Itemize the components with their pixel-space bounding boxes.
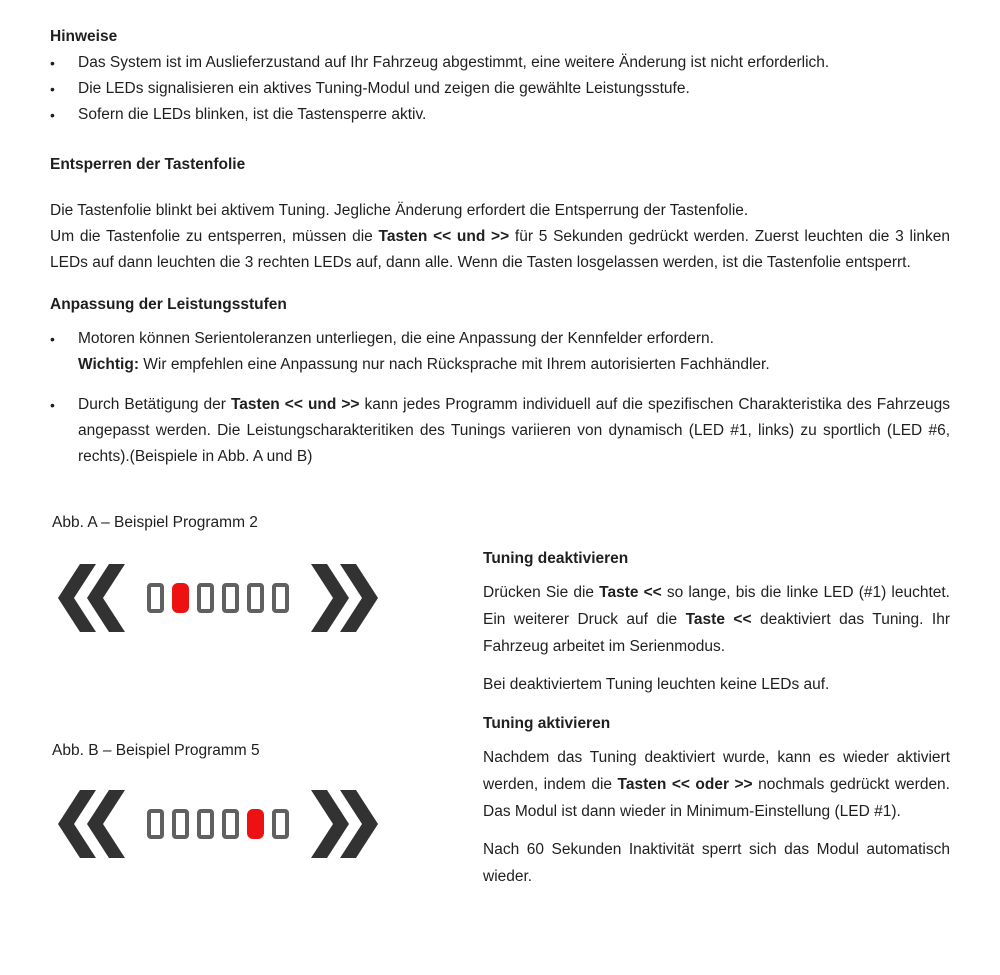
bullet-text: Das System ist im Auslieferzustand auf Ihr Fahrzeug abgestimmt, eine weitere Änderung ist nicht erforderlich. bbox=[78, 54, 830, 71]
instructions-column bbox=[483, 510, 950, 890]
text-segment: nochmals gedrückt werden. Das Modul ist dann wieder in Minimum-Einstellung (LED #1). bbox=[483, 776, 950, 820]
bullet-icon: • bbox=[50, 55, 55, 71]
paragraph: Die Tastenfolie blinkt bei aktivem Tuning. Jegliche Änderung erfordert die Entsperrung der Tastenfolie. bbox=[50, 202, 749, 219]
bold-text-segment: Tasten << oder >> bbox=[617, 776, 753, 793]
text-segment: deaktiviert das Tuning. Ihr Fahrzeug arbeitet im Serienmodus. bbox=[483, 611, 950, 655]
chevron-left-icon bbox=[58, 790, 125, 858]
figures-column bbox=[50, 510, 483, 890]
bullet-icon: • bbox=[50, 107, 55, 123]
bold-text-segment: Taste << bbox=[685, 611, 752, 628]
bold-text-segment: Taste << bbox=[599, 584, 662, 601]
bullet-icon: • bbox=[50, 397, 55, 413]
list-item bbox=[50, 392, 950, 470]
list-item bbox=[50, 102, 950, 128]
led-inactive bbox=[197, 583, 214, 613]
figure-a-label: Abb. A – Beispiel Programm 2 bbox=[52, 514, 258, 531]
led-inactive bbox=[247, 583, 264, 613]
text-segment: Durch Betätigung der bbox=[78, 396, 231, 413]
text-segment: Wir empfehlen eine Anpassung nur nach Rücksprache mit Ihrem autorisierten Fachhändler. bbox=[139, 356, 770, 373]
text-segment: Um die Tastenfolie zu entsperren, müssen die bbox=[50, 228, 379, 245]
hinweise-heading: Hinweise bbox=[50, 28, 118, 45]
chevron-right-icon bbox=[311, 564, 378, 632]
list-item bbox=[50, 326, 950, 352]
bold-text-segment: Tasten << und >> bbox=[378, 228, 510, 245]
bold-text-segment: Wichtig: bbox=[78, 356, 139, 373]
paragraph bbox=[50, 224, 950, 276]
deaktivieren-heading: Tuning deaktivieren bbox=[483, 550, 629, 567]
section-anpassung bbox=[50, 292, 950, 470]
led-row bbox=[147, 583, 289, 613]
paragraph bbox=[483, 744, 950, 825]
anpassung-heading: Anpassung der Leistungsstufen bbox=[50, 296, 287, 313]
paragraph: Nach 60 Sekunden Inaktivität sperrt sich das Modul automatisch wieder. bbox=[483, 841, 950, 885]
paragraph bbox=[483, 579, 950, 660]
figure-b-label: Abb. B – Beispiel Programm 5 bbox=[52, 742, 260, 759]
led-inactive bbox=[172, 809, 189, 839]
section-entsperren bbox=[50, 152, 950, 276]
led-inactive bbox=[147, 583, 164, 613]
chevron-right-icon bbox=[311, 790, 378, 858]
led-inactive bbox=[222, 583, 239, 613]
section-hinweise bbox=[50, 24, 950, 128]
text-segment: kann jedes Programm individuell auf die spezifischen Charakteristika des Fahrzeugs angepasst werden. Die Leistungscharakteritiken des Tunings variieren von dynamisch (LED #1, links) zu sportlich (LED #6, rechts).(Beispiele in Abb. A und B) bbox=[78, 396, 950, 465]
led-inactive bbox=[272, 809, 289, 839]
text-segment: für 5 Sekunden gedrückt werden. Zuerst leuchten die 3 linken LEDs auf dann leuchten die 3 rechten LEDs auf, dann alle. Wenn die Tasten losgelassen werden, ist die Tastenfolie entsperrt. bbox=[50, 228, 950, 271]
bullet-continuation bbox=[78, 352, 950, 378]
list-item bbox=[50, 76, 950, 102]
bullet-icon: • bbox=[50, 81, 55, 97]
led-inactive bbox=[147, 809, 164, 839]
led-inactive bbox=[272, 583, 289, 613]
bullet-text: Motoren können Serientoleranzen unterliegen, die eine Anpassung der Kennfelder erfordern. bbox=[78, 330, 714, 347]
led-inactive bbox=[197, 809, 214, 839]
list-item bbox=[50, 50, 950, 76]
bullet-text: Die LEDs signalisieren ein aktives Tuning-Modul und zeigen die gewählte Leistungsstufe. bbox=[78, 80, 690, 97]
bold-text-segment: Tasten << und >> bbox=[230, 396, 360, 413]
led-inactive bbox=[222, 809, 239, 839]
aktivieren-heading: Tuning aktivieren bbox=[483, 715, 611, 732]
bullet-text: Sofern die LEDs blinken, ist die Tastensperre aktiv. bbox=[78, 106, 427, 123]
text-segment: so lange, bis die linke LED (#1) leuchtet. Ein weiterer Druck auf die bbox=[483, 584, 950, 628]
text-segment: Drücken Sie die bbox=[483, 584, 600, 601]
led-active bbox=[172, 583, 189, 613]
bullet-icon: • bbox=[50, 331, 55, 347]
paragraph: Bei deaktiviertem Tuning leuchten keine LEDs auf. bbox=[483, 676, 830, 693]
led-row bbox=[147, 809, 289, 839]
text-segment: Nachdem das Tuning deaktiviert wurde, kann es wieder aktiviert werden, indem die bbox=[483, 749, 950, 793]
bullet-text bbox=[78, 392, 950, 470]
entsperren-heading: Entsperren der Tastenfolie bbox=[50, 156, 246, 173]
figure-a-led-display bbox=[58, 564, 483, 632]
figure-b-led-display bbox=[58, 790, 483, 858]
figures-and-instructions bbox=[50, 510, 950, 890]
led-active bbox=[247, 809, 264, 839]
chevron-left-icon bbox=[58, 564, 125, 632]
